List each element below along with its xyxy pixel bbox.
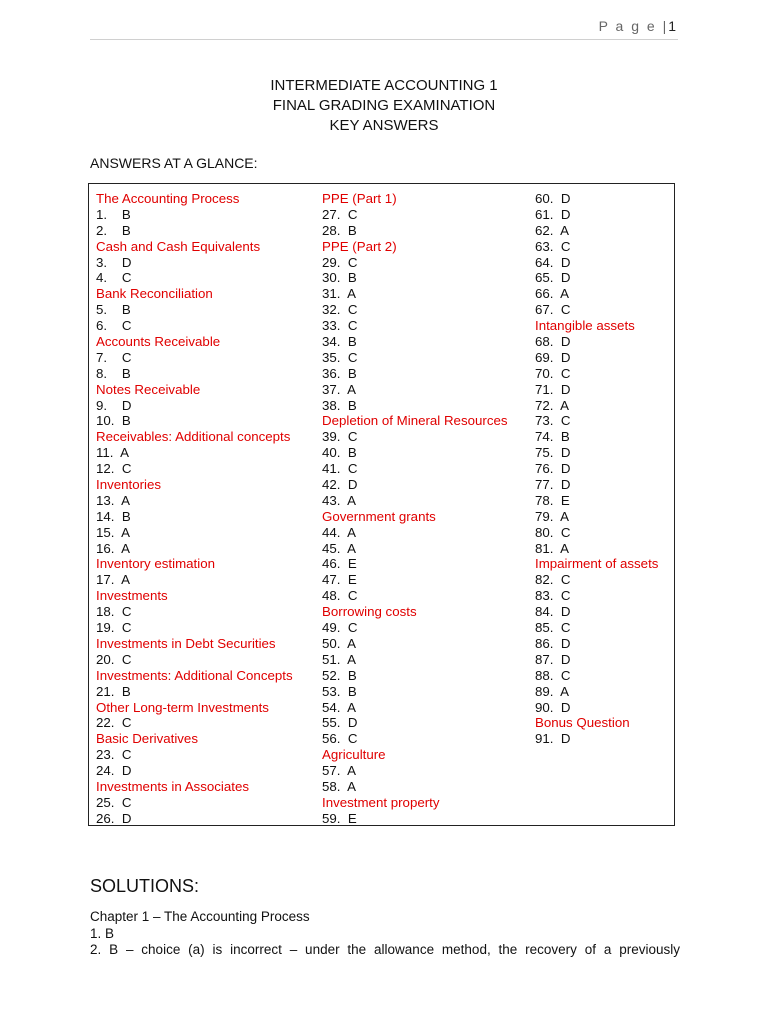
answer-item: 87. D <box>535 651 571 667</box>
answer-item: 78. E <box>535 492 570 508</box>
answer-item: 47. E <box>322 572 357 588</box>
answer-item: 33. C <box>322 318 358 334</box>
answer-item: 4. C <box>96 270 132 286</box>
page-number-value: 1 <box>668 18 676 34</box>
answer-item: 36. B <box>322 365 357 381</box>
answer-item: 40. B <box>322 445 357 461</box>
answer-item: 6. C <box>96 318 132 334</box>
answer-item: 24. D <box>96 763 132 779</box>
topic-heading: Investments: Additional Concepts <box>96 667 293 683</box>
answer-item: 50. A <box>322 635 357 651</box>
title-line: KEY ANSWERS <box>329 117 439 134</box>
answer-item: 75. D <box>535 445 571 461</box>
answer-item: 21. B <box>96 683 131 699</box>
answer-item: 88. C <box>535 667 571 683</box>
answer-item: 30. B <box>322 270 357 286</box>
topic-heading: Investment property <box>322 794 440 810</box>
topic-heading: PPE (Part 2) <box>322 238 397 254</box>
answer-item: 57. A <box>322 763 357 779</box>
answer-item: 61. D <box>535 206 571 222</box>
answer-item: 56. C <box>322 731 358 747</box>
answer-item: 23. C <box>96 747 132 763</box>
answer-item: 64. D <box>535 254 571 270</box>
answer-item: 60. D <box>535 191 571 206</box>
answer-item: 62. A <box>535 222 570 238</box>
answer-item: 63. C <box>535 238 571 254</box>
answer-item: 48. C <box>322 588 358 604</box>
answer-item: 39. C <box>322 429 358 445</box>
answer-item: 58. A <box>322 778 357 794</box>
topic-heading: Agriculture <box>322 747 386 763</box>
topic-heading: Impairment of assets <box>535 556 659 572</box>
answer-item: 73. C <box>535 413 571 429</box>
topic-heading: Bonus Question <box>535 715 630 731</box>
answer-item: 79. A <box>535 508 570 524</box>
answer-item: 59. E <box>322 810 357 826</box>
chapter-heading: Chapter 1 – The Accounting Process <box>90 909 310 924</box>
answer-item: 42. D <box>322 477 358 493</box>
answer-item: 86. D <box>535 635 571 651</box>
topic-heading: Inventories <box>96 477 162 493</box>
answer-item: 20. C <box>96 651 132 667</box>
answer-item: 2. B <box>96 222 131 238</box>
answer-item: 14. B <box>96 508 131 524</box>
topic-heading: Notes Receivable <box>96 381 201 397</box>
answer-item: 25. C <box>96 794 132 810</box>
answer-item: 68. D <box>535 334 571 350</box>
answer-item: 70. C <box>535 365 571 381</box>
answer-item: 89. A <box>535 683 570 699</box>
answer-item: 55. D <box>322 715 358 731</box>
topic-heading: Government grants <box>322 508 436 524</box>
answer-item: 90. D <box>535 699 571 715</box>
answer-item: 32. C <box>322 302 358 318</box>
answer-item: 45. A <box>322 540 357 556</box>
topic-heading: Receivables: Additional concepts <box>96 429 291 445</box>
answer-column-3 <box>535 191 658 747</box>
answer-item: 44. A <box>322 524 357 540</box>
answer-item: 84. D <box>535 604 571 620</box>
answer-item: 51. A <box>322 651 357 667</box>
topic-heading: Basic Derivatives <box>96 731 198 747</box>
answer-item: 46. E <box>322 556 357 572</box>
topic-heading: Cash and Cash Equivalents <box>96 238 261 254</box>
answer-item: 5. B <box>96 302 131 318</box>
answer-item: 18. C <box>96 604 132 620</box>
answer-item: 67. C <box>535 302 571 318</box>
solution-line: 1. B <box>90 926 115 941</box>
answer-item: 17. A <box>96 572 131 588</box>
answer-item: 82. C <box>535 572 571 588</box>
answer-item: 1. B <box>96 206 131 222</box>
title-line: INTERMEDIATE ACCOUNTING 1 <box>270 77 498 94</box>
answer-item: 12. C <box>96 461 132 477</box>
glance-heading: ANSWERS AT A GLANCE: <box>90 155 258 171</box>
answer-item: 66. A <box>535 286 570 302</box>
answer-item: 80. C <box>535 524 571 540</box>
answer-item: 9. D <box>96 397 132 413</box>
answer-item: 13. A <box>96 492 131 508</box>
topic-heading: Bank Reconciliation <box>96 286 213 302</box>
solutions-heading: SOLUTIONS: <box>90 876 200 896</box>
answer-item: 29. C <box>322 254 358 270</box>
answer-item: 19. C <box>96 620 132 636</box>
answer-column-1 <box>96 191 293 827</box>
solution-text <box>90 926 680 958</box>
topic-heading: Investments in Associates <box>96 778 249 794</box>
topic-heading: Accounts Receivable <box>96 334 221 350</box>
answer-item: 74. B <box>535 429 570 445</box>
answer-item: 11. A <box>96 445 130 461</box>
answer-column-2 <box>322 191 508 827</box>
topic-heading: Inventory estimation <box>96 556 215 572</box>
answer-item: 81. A <box>535 540 570 556</box>
answer-item: 16. A <box>96 540 131 556</box>
answer-item: 3. D <box>96 254 132 270</box>
answer-item: 53. B <box>322 683 357 699</box>
answer-item: 54. A <box>322 699 357 715</box>
page-number <box>599 18 676 34</box>
answer-item: 34. B <box>322 334 357 350</box>
answer-item: 38. B <box>322 397 357 413</box>
answer-item: 31. A <box>322 286 357 302</box>
title-line: FINAL GRADING EXAMINATION <box>272 97 496 114</box>
answer-item: 37. A <box>322 381 357 397</box>
answer-key-box <box>88 183 675 826</box>
document-title <box>0 76 768 136</box>
header-divider <box>90 39 678 40</box>
answer-item: 85. C <box>535 620 571 636</box>
answer-item: 10. B <box>96 413 131 429</box>
answer-item: 65. D <box>535 270 571 286</box>
answer-item: 71. D <box>535 381 571 397</box>
solution-line: 2. B – choice (a) is incorrect – under the allowance method, the recovery of a previously <box>90 942 680 957</box>
topic-heading: Depletion of Mineral Resources <box>322 413 508 429</box>
answer-item: 28. B <box>322 222 357 238</box>
answer-item: 77. D <box>535 477 571 493</box>
answer-item: 35. C <box>322 349 358 365</box>
answer-item: 26. D <box>96 810 132 826</box>
topic-heading: Investments in Debt Securities <box>96 635 276 651</box>
topic-heading: PPE (Part 1) <box>322 191 397 206</box>
answer-item: 22. C <box>96 715 132 731</box>
topic-heading: Intangible assets <box>535 318 635 334</box>
answer-item: 52. B <box>322 667 357 683</box>
topic-heading: The Accounting Process <box>96 191 240 206</box>
answer-item: 8. B <box>96 365 131 381</box>
topic-heading: Investments <box>96 588 168 604</box>
answer-item: 41. C <box>322 461 358 477</box>
answer-item: 72. A <box>535 397 570 413</box>
answer-item: 15. A <box>96 524 131 540</box>
topic-heading: Other Long-term Investments <box>96 699 269 715</box>
answer-item: 7. C <box>96 349 132 365</box>
answer-item: 27. C <box>322 206 358 222</box>
answer-item: 91. D <box>535 731 571 747</box>
answer-item: 69. D <box>535 349 571 365</box>
page-label: P a g e | <box>598 18 669 34</box>
answer-item: 76. D <box>535 461 571 477</box>
answer-item: 43. A <box>322 492 357 508</box>
topic-heading: Borrowing costs <box>322 604 417 620</box>
answer-item: 83. C <box>535 588 571 604</box>
answer-item: 49. C <box>322 620 358 636</box>
